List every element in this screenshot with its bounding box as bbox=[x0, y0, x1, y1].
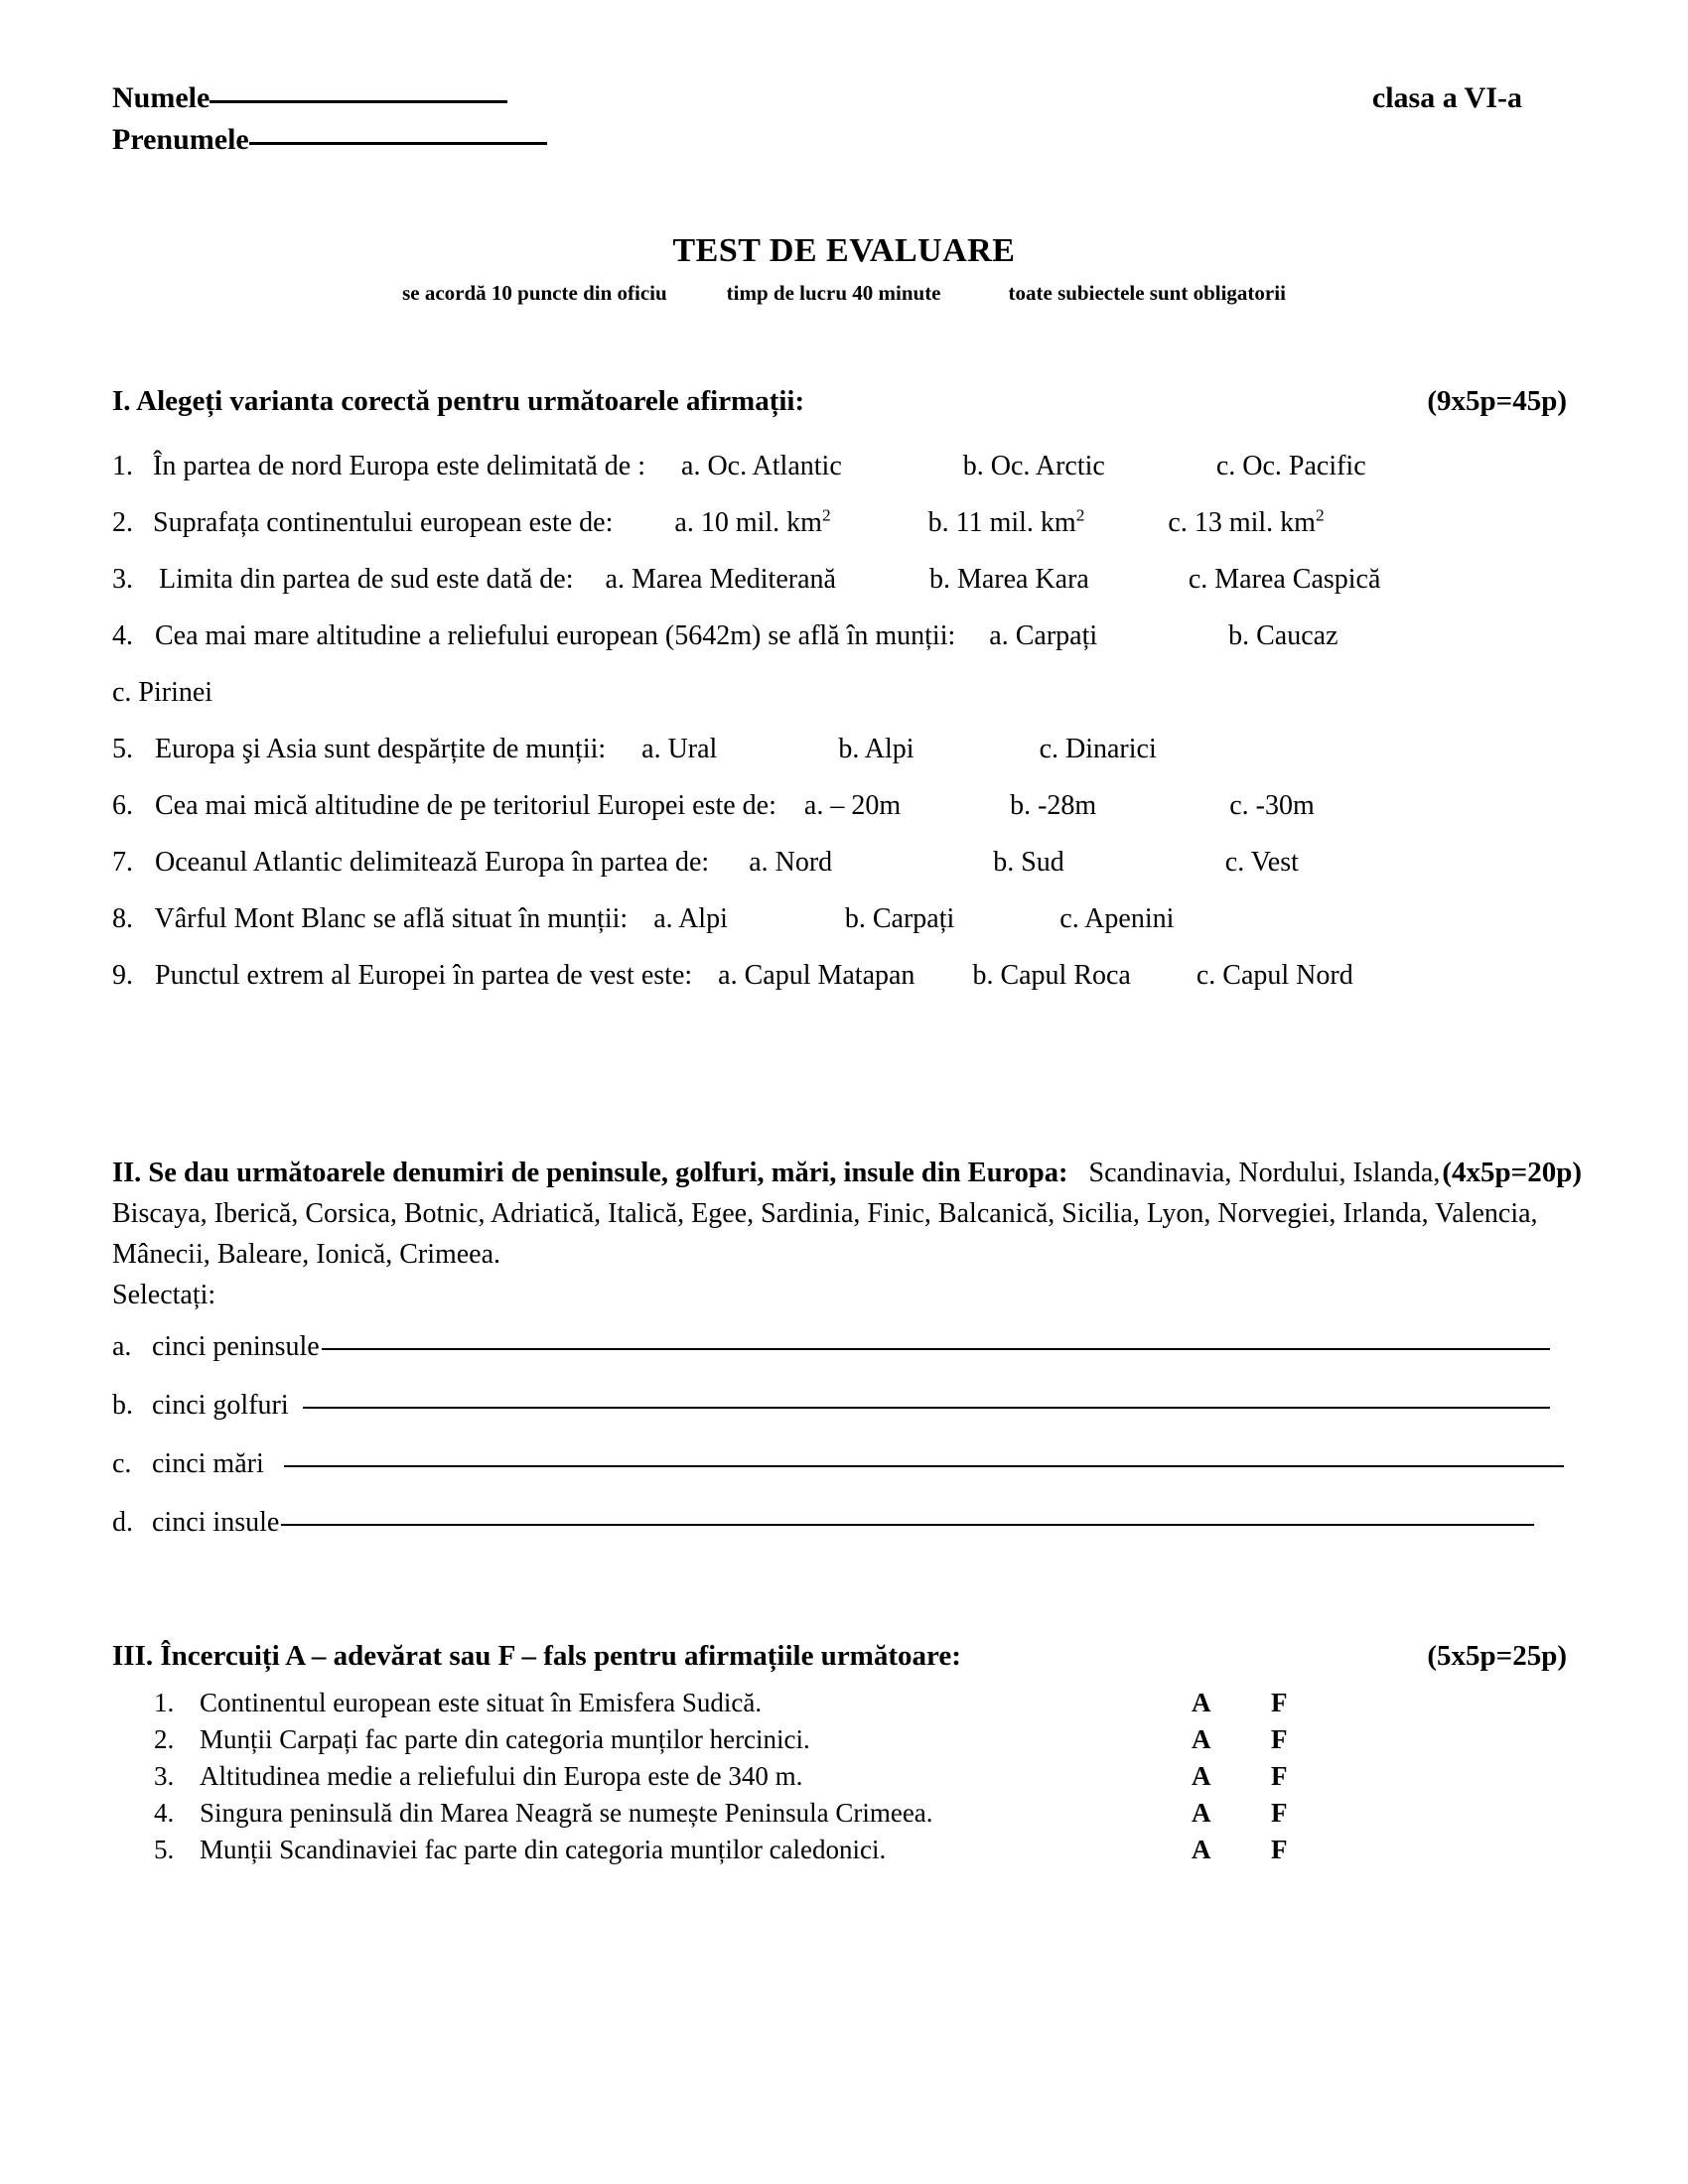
mcq-item bbox=[112, 904, 1582, 961]
option-a[interactable]: a. Ural bbox=[641, 734, 718, 764]
statement-number: 3. bbox=[154, 1761, 175, 1791]
surname-label: Prenumele bbox=[112, 123, 249, 156]
class-label: clasa a VI-a bbox=[1371, 81, 1522, 114]
true-false-row bbox=[154, 1798, 1494, 1835]
option-c[interactable]: c. Marea Caspică bbox=[1188, 564, 1381, 595]
statement-text: Munții Scandinaviei fac parte din categoria munților caledonici. bbox=[200, 1835, 887, 1864]
fill-marker: c. bbox=[112, 1448, 132, 1479]
option-c[interactable]: c. Apenini bbox=[1059, 903, 1175, 934]
answer-true-option[interactable]: A bbox=[1192, 1798, 1211, 1828]
statement-number: 5. bbox=[154, 1835, 175, 1864]
points-offered-note: se acordă 10 puncte din oficiu bbox=[402, 281, 667, 305]
fill-marker: b. bbox=[112, 1390, 133, 1421]
statement-text: Continentul european este situat în Emisfera Sudică. bbox=[200, 1688, 763, 1717]
page-title: TEST DE EVALUARE bbox=[672, 232, 1016, 269]
question-text: Punctul extrem al Europei în partea de vest este: bbox=[155, 960, 693, 991]
option-c[interactable]: c. Dinarici bbox=[1039, 734, 1157, 764]
option-b[interactable]: b. Sud bbox=[993, 847, 1064, 878]
option-a[interactable]: a. Marea Mediterană bbox=[605, 564, 836, 595]
question-text: Limita din partea de sud este dată de: bbox=[159, 564, 574, 595]
option-a[interactable]: a. Carpați bbox=[989, 620, 1098, 651]
statement-text: Singura peninsulă din Marea Neagră se numește Peninsula Crimeea. bbox=[200, 1798, 933, 1828]
fill-marker: a. bbox=[112, 1331, 132, 1362]
time-limit-note: timp de lucru 40 minute bbox=[726, 281, 941, 305]
name-write-line[interactable] bbox=[210, 100, 507, 103]
question-text: În partea de nord Europa este delimitată de : bbox=[153, 451, 646, 481]
fill-write-line[interactable] bbox=[322, 1348, 1550, 1350]
surname-row bbox=[112, 119, 1522, 161]
section-3-heading: III. Încercuiți A – adevărat sau F – fals pentru afirmațiile următoare: bbox=[112, 1640, 961, 1672]
fill-marker: d. bbox=[112, 1507, 133, 1538]
student-header bbox=[112, 77, 1522, 161]
question-number: 7. bbox=[112, 847, 133, 878]
section-2-block bbox=[112, 1153, 1582, 1315]
statement-number: 4. bbox=[154, 1798, 175, 1828]
answer-false-option[interactable]: F bbox=[1271, 1798, 1288, 1828]
question-number: 6. bbox=[112, 790, 133, 821]
section-1-points: (9x5p=45p) bbox=[1427, 385, 1567, 417]
fill-label: cinci mări bbox=[152, 1448, 264, 1479]
fill-item bbox=[112, 1390, 1602, 1448]
question-text: Cea mai mare altitudine a reliefului european (5642m) se află în munții: bbox=[155, 620, 956, 651]
mcq-item bbox=[112, 565, 1582, 621]
question-number: 2. bbox=[112, 507, 133, 538]
question-text: Europa şi Asia sunt despărțite de munții: bbox=[155, 734, 607, 764]
question-number: 3. bbox=[112, 564, 133, 595]
option-b[interactable]: b. Alpi bbox=[838, 734, 914, 764]
question-number: 9. bbox=[112, 960, 133, 991]
mcq-item bbox=[112, 505, 1582, 565]
option-c[interactable]: c. Pirinei bbox=[112, 677, 213, 708]
fill-write-line[interactable] bbox=[284, 1465, 1564, 1467]
mcq-item bbox=[112, 621, 1582, 678]
section-1-heading: I. Alegeți varianta corectă pentru următoarele afirmații: bbox=[112, 385, 805, 417]
fill-label: cinci peninsule bbox=[152, 1331, 320, 1362]
question-number: 8. bbox=[112, 903, 133, 934]
surname-write-line[interactable] bbox=[249, 142, 547, 145]
fill-item bbox=[112, 1507, 1602, 1566]
question-text: Oceanul Atlantic delimitează Europa în partea de: bbox=[155, 847, 710, 878]
name-label: Numele bbox=[112, 81, 211, 114]
mcq-item bbox=[112, 848, 1582, 904]
answer-false-option[interactable]: F bbox=[1271, 1688, 1288, 1717]
true-false-row bbox=[154, 1724, 1494, 1761]
option-b[interactable]: b. -28m bbox=[1010, 790, 1097, 821]
question-text: Cea mai mică altitudine de pe teritoriul Europei este de: bbox=[155, 790, 776, 821]
fill-write-line[interactable] bbox=[303, 1407, 1550, 1409]
section-1-question-list bbox=[112, 452, 1582, 1018]
mandatory-note: toate subiectele sunt obligatorii bbox=[1008, 281, 1286, 305]
statement-text: Altitudinea medie a reliefului din Europa este de 340 m. bbox=[200, 1761, 803, 1791]
option-c[interactable]: c. Oc. Pacific bbox=[1215, 451, 1366, 481]
answer-true-option[interactable]: A bbox=[1192, 1724, 1211, 1754]
statement-text: Munții Carpați fac parte din categoria munților hercinici. bbox=[200, 1724, 810, 1754]
option-b[interactable]: b. Carpați bbox=[844, 903, 955, 934]
mcq-item bbox=[112, 735, 1582, 791]
select-label: Selectați: bbox=[112, 1280, 216, 1310]
statement-number: 1. bbox=[154, 1688, 175, 1717]
exam-meta-row bbox=[0, 280, 1688, 306]
answer-false-option[interactable]: F bbox=[1271, 1761, 1288, 1791]
option-c[interactable]: c. Capul Nord bbox=[1196, 960, 1353, 991]
mcq-item-continuation bbox=[112, 678, 1582, 735]
mcq-item bbox=[112, 791, 1582, 848]
section-2-points: (4x5p=20p) bbox=[1442, 1157, 1582, 1188]
option-a[interactable]: a. 10 mil. $km^2$ bbox=[674, 505, 831, 538]
answer-false-option[interactable]: F bbox=[1271, 1724, 1288, 1754]
option-c[interactable]: c. -30m bbox=[1229, 790, 1315, 821]
fill-item bbox=[112, 1448, 1602, 1507]
fill-label: cinci insule bbox=[152, 1507, 280, 1538]
question-text: Suprafața continentului european este de: bbox=[153, 507, 614, 538]
question-number: 4. bbox=[112, 620, 133, 651]
option-c[interactable]: c. 13 mil. $km^2$ bbox=[1168, 505, 1325, 538]
question-text: Vârful Mont Blanc se află situat în munții: bbox=[154, 903, 629, 934]
option-b[interactable]: b. Marea Kara bbox=[928, 564, 1089, 595]
option-a[interactable]: a. Capul Matapan bbox=[718, 960, 915, 991]
mcq-item bbox=[112, 961, 1582, 1018]
option-a[interactable]: a. Oc. Atlantic bbox=[681, 451, 842, 481]
option-a[interactable]: a. Alpi bbox=[653, 903, 728, 934]
mcq-item bbox=[112, 452, 1582, 508]
option-b[interactable]: b. Caucaz bbox=[1228, 620, 1338, 651]
question-number: 5. bbox=[112, 734, 133, 764]
name-row bbox=[112, 77, 1522, 119]
answer-true-option[interactable]: A bbox=[1192, 1835, 1211, 1864]
answer-false-option[interactable]: F bbox=[1271, 1835, 1288, 1864]
option-a[interactable]: a. Nord bbox=[749, 847, 833, 878]
title-block bbox=[0, 230, 1688, 306]
section-2-terms: Scandinavia, Nordului, Islanda, Biscaya, Iberică, Corsica, Botnic, Adriatică, Italică, Egee, Sardinia, Finic, Balcanică, Sicilia, Lyon, Norvegiei, Irlanda, Valencia, Mânecii, Baleare, Ionică, Crimeea. bbox=[112, 1158, 1538, 1270]
section-3-points: (5x5p=25p) bbox=[1427, 1640, 1567, 1672]
true-false-row bbox=[154, 1688, 1494, 1724]
true-false-row bbox=[154, 1761, 1494, 1798]
option-b[interactable]: b. Oc. Arctic bbox=[962, 451, 1105, 481]
section-3-statement-list bbox=[154, 1688, 1494, 1871]
answer-true-option[interactable]: A bbox=[1192, 1761, 1211, 1791]
section-2-answer-list bbox=[112, 1331, 1602, 1566]
option-a[interactable]: a. – 20m bbox=[803, 790, 902, 821]
option-b[interactable]: b. 11 mil. $km^2$ bbox=[927, 505, 1085, 538]
fill-item bbox=[112, 1331, 1602, 1390]
question-number: 1. bbox=[112, 451, 133, 481]
statement-number: 2. bbox=[154, 1724, 175, 1754]
option-c[interactable]: c. Vest bbox=[1224, 847, 1299, 878]
answer-true-option[interactable]: A bbox=[1192, 1688, 1211, 1717]
fill-write-line[interactable] bbox=[281, 1524, 1534, 1526]
option-b[interactable]: b. Capul Roca bbox=[972, 960, 1131, 991]
true-false-row bbox=[154, 1835, 1494, 1871]
section-2-heading: II. Se dau următoarele denumiri de peninsule, golfuri, mări, insule din Europa: bbox=[112, 1158, 1068, 1188]
fill-label: cinci golfuri bbox=[152, 1390, 289, 1421]
